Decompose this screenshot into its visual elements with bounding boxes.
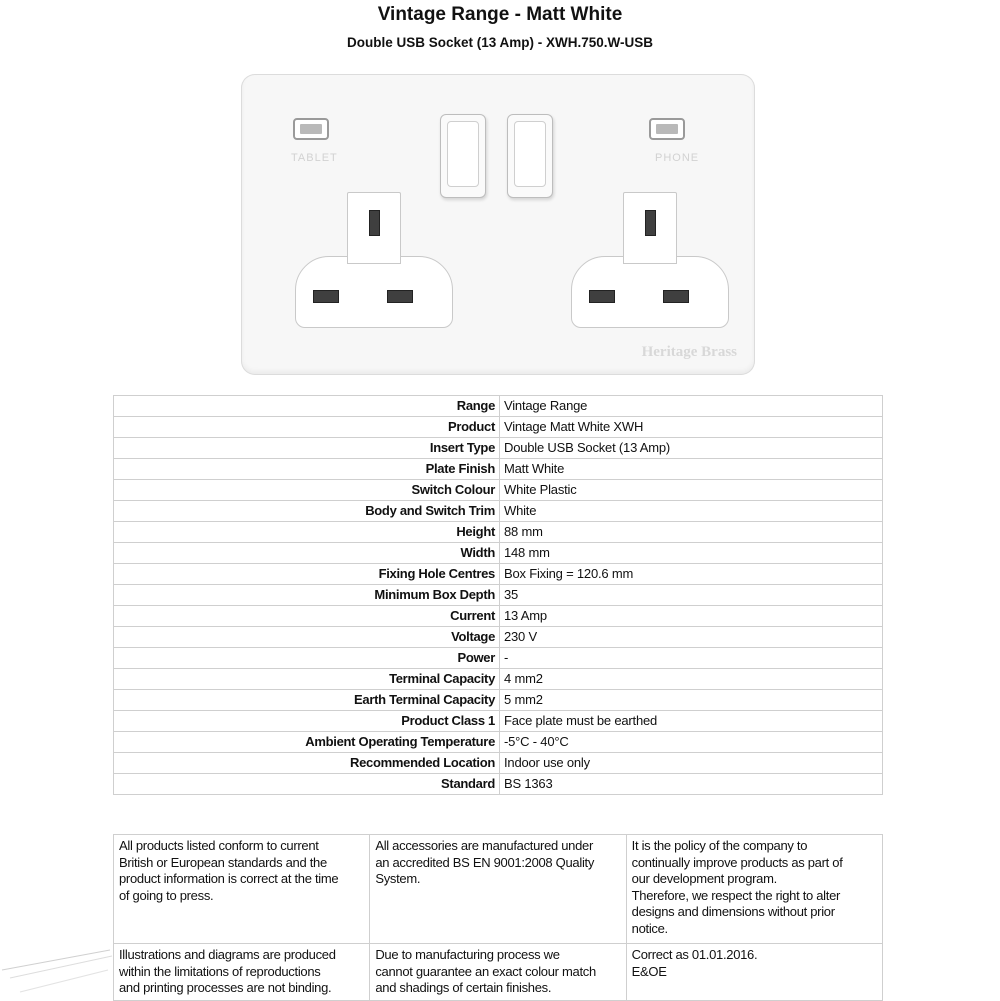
spec-row [114, 459, 883, 480]
spec-row [114, 564, 883, 585]
spec-label: Fixing Hole Centres [114, 564, 500, 585]
spec-value: 4 mm2 [500, 669, 883, 690]
disclaimer-table [113, 834, 883, 1001]
note-line: within the limitations of reproductions [119, 963, 321, 979]
spec-row [114, 585, 883, 606]
note-line: cannot guarantee an exact colour match [375, 963, 596, 979]
spec-value: White Plastic [500, 480, 883, 501]
spec-label: Terminal Capacity [114, 669, 500, 690]
spec-label: Insert Type [114, 438, 500, 459]
spec-value: Double USB Socket (13 Amp) [500, 438, 883, 459]
neutral-pin-hole [663, 290, 689, 303]
spec-label: Voltage [114, 627, 500, 648]
spec-label: Current [114, 606, 500, 627]
spec-label: Earth Terminal Capacity [114, 690, 500, 711]
spec-value: BS 1363 [500, 774, 883, 795]
socket-outlet-left [295, 192, 453, 330]
spec-row [114, 438, 883, 459]
spec-row [114, 606, 883, 627]
note-line: Illustrations and diagrams are produced [119, 947, 336, 962]
note-line: E&OE [631, 963, 667, 979]
spec-label: Ambient Operating Temperature [114, 732, 500, 753]
spec-value: 35 [500, 585, 883, 606]
spec-label: Product Class 1 [114, 711, 500, 732]
document-title: Vintage Range - Matt White [377, 4, 623, 25]
note-line: notice. [631, 920, 668, 936]
live-pin-hole [589, 290, 615, 303]
note-standards [114, 835, 370, 944]
spec-row [114, 732, 883, 753]
brand-watermark: Heritage Brass [641, 344, 737, 360]
earth-pin-hole [369, 210, 380, 236]
spec-label: Range [114, 396, 500, 417]
spec-value: Indoor use only [500, 753, 883, 774]
product-image-socket [241, 74, 755, 375]
note-improvement-policy [626, 835, 882, 944]
note-line: continually improve products as part of [631, 854, 843, 870]
spec-value: Vintage Range [500, 396, 883, 417]
note-correct-as [626, 944, 882, 1001]
spec-row [114, 669, 883, 690]
spec-value: 88 mm [500, 522, 883, 543]
spec-value: White [500, 501, 883, 522]
spec-label: Standard [114, 774, 500, 795]
spec-label: Plate Finish [114, 459, 500, 480]
spec-label: Power [114, 648, 500, 669]
spec-row [114, 480, 883, 501]
spec-row [114, 774, 883, 795]
usb-right-label: PHONE [655, 152, 700, 164]
note-line: Therefore, we respect the right to alter [631, 887, 841, 903]
spec-value: 230 V [500, 627, 883, 648]
note-line: of going to press. [119, 887, 214, 903]
spec-value: Vintage Matt White XWH [500, 417, 883, 438]
spec-value: - [500, 648, 883, 669]
spec-label: Recommended Location [114, 753, 500, 774]
spec-label: Width [114, 543, 500, 564]
socket-outlet-right [571, 192, 729, 330]
note-line: All products listed conform to current [119, 838, 319, 853]
note-line: Correct as 01.01.2016. [631, 947, 758, 962]
note-line: Due to manufacturing process we [375, 947, 560, 962]
note-line: our development program. [631, 871, 777, 886]
spec-label: Height [114, 522, 500, 543]
note-illustrations [114, 944, 370, 1001]
note-line: All accessories are manufactured under [375, 838, 593, 853]
spec-label: Body and Switch Trim [114, 501, 500, 522]
spec-row [114, 627, 883, 648]
spec-label: Switch Colour [114, 480, 500, 501]
spec-value: Box Fixing = 120.6 mm [500, 564, 883, 585]
spec-value: Matt White [500, 459, 883, 480]
scan-mark-decoration [0, 948, 115, 1000]
note-line: System. [375, 871, 421, 886]
rocker-switch-right [507, 114, 553, 198]
live-pin-hole [313, 290, 339, 303]
spec-table [113, 395, 883, 795]
spec-label: Product [114, 417, 500, 438]
spec-value: 148 mm [500, 543, 883, 564]
spec-row [114, 396, 883, 417]
rocker-switch-left [440, 114, 486, 198]
note-colour-match [370, 944, 626, 1001]
note-line: an accredited BS EN 9001:2008 Quality [375, 854, 595, 870]
spec-value: 13 Amp [500, 606, 883, 627]
spec-row [114, 711, 883, 732]
note-line: and printing processes are not binding. [119, 980, 332, 995]
spec-label: Minimum Box Depth [114, 585, 500, 606]
note-quality-system [370, 835, 626, 944]
spec-value: -5°C - 40°C [500, 732, 883, 753]
note-line: designs and dimensions without prior [631, 904, 835, 919]
note-line: British or European standards and the [119, 854, 327, 870]
note-line: It is the policy of the company to [631, 838, 808, 853]
spec-row [114, 648, 883, 669]
earth-pin-hole [645, 210, 656, 236]
spec-value: Face plate must be earthed [500, 711, 883, 732]
spec-row [114, 522, 883, 543]
spec-row [114, 753, 883, 774]
note-line: product information is correct at the time [119, 871, 339, 886]
usb-left-label: TABLET [291, 152, 338, 164]
document-subtitle: Double USB Socket (13 Amp) - XWH.750.W-USB [346, 35, 654, 50]
spec-value: 5 mm2 [500, 690, 883, 711]
usb-port-right [649, 118, 685, 140]
neutral-pin-hole [387, 290, 413, 303]
note-line: and shadings of certain finishes. [375, 980, 552, 995]
spec-row [114, 417, 883, 438]
spec-row [114, 690, 883, 711]
usb-port-left [293, 118, 329, 140]
spec-row [114, 543, 883, 564]
spec-row [114, 501, 883, 522]
